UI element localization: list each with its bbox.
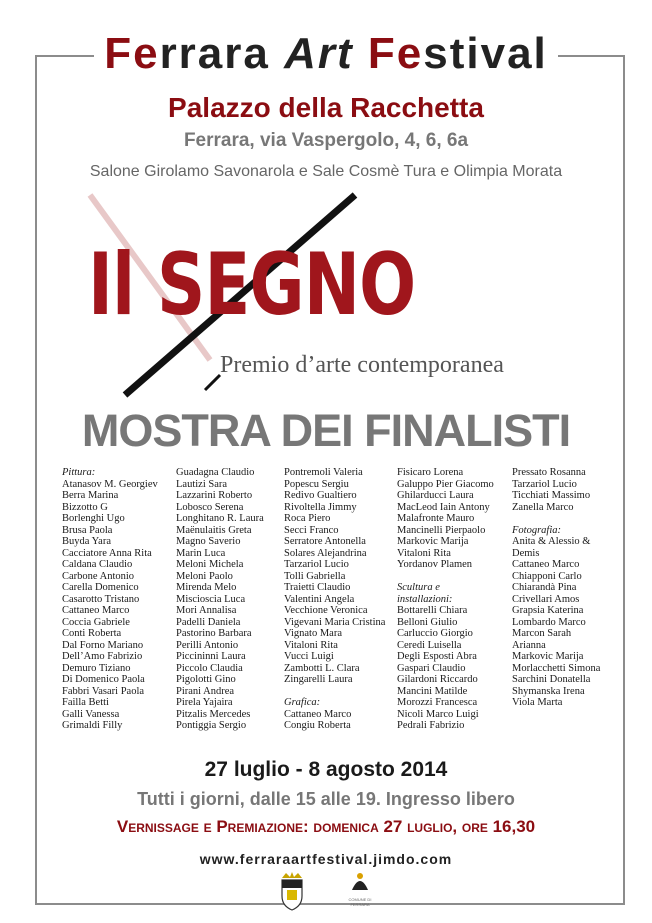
artist-name: Fabbri Vasari Paola [62, 685, 145, 697]
artist-name: Carbone Antonio [62, 570, 135, 582]
artist-column-5 [512, 467, 600, 709]
artist-name: Piccininni Laura [176, 651, 246, 662]
artist-name: Nicoli Marco Luigi [397, 708, 479, 720]
artist-name: Lazzarini Roberto [176, 490, 253, 501]
list-spacer [512, 513, 600, 525]
opening-hours: Tutti i giorni, dalle 15 alle 19. Ingresso libero [137, 789, 515, 809]
artist-name: Mancinelli Pierpaolo [397, 524, 486, 536]
artist-column-2 [176, 467, 264, 732]
artist-name: Chiapponi Carlo [512, 570, 582, 582]
artist-name: Coccia Gabriele [62, 616, 130, 628]
artist-name: Vignato Mara [284, 628, 342, 639]
artist-name: Mori Annalisa [176, 605, 237, 616]
artist-name: Zambotti L. Clara [284, 662, 360, 674]
artist-name: Yordanov Plamen [397, 559, 473, 570]
artist-name: Cattaneo Marco [512, 559, 580, 570]
city-crest-icon [278, 872, 306, 912]
artist-name: Vecchione Veronica [284, 605, 368, 616]
artist-name: Ticchiati Massimo [512, 490, 591, 501]
artist-name: Maёnulaitis Greta [176, 524, 252, 536]
artist-name: Gaspari Claudio [397, 662, 466, 674]
artist-name: Viola Marta [512, 697, 563, 708]
artist-name: Padelli Daniela [176, 616, 241, 628]
artist-column-1 [62, 467, 158, 732]
artist-name: Miscioscia Luca [176, 593, 246, 605]
artist-name: Cacciatore Anna Rita [62, 547, 152, 559]
artist-name: Sarchini Donatella [512, 674, 591, 685]
title-rrara: rrara [159, 29, 270, 78]
artist-name: Crivellari Amos [512, 593, 580, 605]
award-subtitle: Premio d’arte contemporanea [220, 352, 504, 378]
artist-name: Vitaloni Rita [284, 639, 338, 651]
artist-name: Magno Saverio [176, 536, 241, 547]
title-fe-2: Fe [367, 29, 424, 78]
artist-column-3 [284, 467, 385, 732]
artist-name: Pontiggia Sergio [176, 720, 247, 731]
artist-name: Popescu Sergiu [284, 478, 349, 490]
artist-column-4 [397, 467, 494, 732]
artist-name: Guadagna Claudio [176, 467, 255, 478]
website-link[interactable]: www.ferraraartfestival.jimdo.com [199, 851, 453, 867]
artist-name: Anita & Alessio & [512, 536, 591, 547]
artist-name: Rivoltella Jimmy [284, 501, 357, 513]
artist-name: Markovic Marija [512, 651, 584, 662]
artist-name: Congiu Roberta [284, 720, 351, 731]
title-art: Art [284, 29, 354, 78]
artist-name: Carella Domenico [62, 582, 139, 593]
vernissage-when: domenica 27 luglio, ore 16,30 [313, 817, 536, 836]
comune-label: COMUNE DI FERRARA [348, 897, 372, 907]
artist-name: Chiarandà Pina [512, 582, 577, 593]
category-heading: installazioni: [397, 593, 453, 605]
artist-name: Galli Vanessa [62, 708, 120, 720]
category-heading: Pittura: [62, 467, 96, 478]
exhibition-dates: 27 luglio - 8 agosto 2014 [204, 758, 448, 781]
artist-name: Brusa Paola [62, 524, 113, 536]
artist-name: Bizzotto G [62, 501, 108, 513]
artist-name: Longhitano R. Laura [176, 513, 264, 524]
artist-name: Pressato Rosanna [512, 467, 586, 478]
exhibition-title: MOSTRA DEI FINALISTI [81, 405, 571, 456]
comune-emblem-icon [349, 870, 371, 892]
artist-name: Zingarelli Laura [284, 674, 353, 685]
artist-name: Valentini Angela [284, 593, 355, 605]
artist-name: Cattaneo Marco [284, 708, 352, 720]
artist-name: Vigevani Maria Cristina [284, 616, 386, 628]
artist-name: Degli Esposti Abra [397, 651, 477, 662]
artist-name: Borlenghi Ugo [62, 513, 125, 524]
artist-name: Conti Roberta [62, 628, 122, 639]
list-spacer [284, 686, 385, 698]
artist-name: Mancini Matilde [397, 685, 468, 697]
artist-name: Meloni Michela [176, 559, 244, 570]
artist-name: Traietti Claudio [284, 582, 351, 593]
artist-name: Demis [512, 547, 540, 559]
artist-name: Lautizi Sara [176, 478, 228, 490]
venue-name: Palazzo della Racchetta [168, 92, 484, 123]
venue-rooms: Salone Girolamo Savonarola e Sale Cosmè Tura e Olimpia Morata [89, 163, 563, 180]
artist-name: Casarotto Tristano [62, 593, 140, 605]
category-heading: Grafica: [284, 697, 321, 708]
category-heading: Fotografia: [512, 524, 561, 536]
artist-name: Secci Franco [284, 524, 339, 536]
artist-name: Pedrali Fabrizio [397, 720, 465, 731]
title-fe-1: Fe [104, 29, 160, 78]
artist-name: Ghilarducci Laura [397, 490, 474, 501]
artist-name: MacLeod Iain Antony [397, 501, 490, 513]
artist-name: Malafronte Mauro [397, 513, 475, 524]
artist-name: Pirela Yajaira [176, 697, 233, 708]
vernissage-line [0, 817, 652, 837]
artist-name: Dal Forno Mariano [62, 639, 144, 651]
artist-name: Vucci Luigi [284, 651, 334, 662]
artist-name: Morlacchetti Simona [512, 662, 601, 674]
artist-name: Redivo Gualtiero [284, 490, 357, 501]
artist-name: Solares Alejandrina [284, 547, 367, 559]
artist-name: Roca Piero [284, 513, 331, 524]
artist-name: Belloni Giulio [397, 616, 458, 628]
title-stival: stival [423, 29, 548, 78]
artist-name: Vitaloni Rita [397, 547, 451, 559]
artist-name: Pastorino Barbara [176, 628, 252, 639]
artist-name: Tolli Gabriella [284, 570, 346, 582]
artist-name: Cattaneo Marco [62, 605, 130, 616]
artist-name: Shymanska Irena [512, 685, 585, 697]
festival-title [0, 28, 652, 80]
artist-name: Gilardoni Riccardo [397, 674, 478, 685]
artist-name: Grimaldi Filly [62, 720, 123, 731]
artist-name: Galuppo Pier Giacomo [397, 478, 494, 490]
artist-name: Fisicaro Lorena [397, 467, 464, 478]
segno-logo-text: Il SEGNO [88, 235, 416, 335]
artist-name: Marcon Sarah [512, 628, 572, 639]
artist-name: Caldana Claudio [62, 559, 133, 570]
artist-name: Pitzalis Mercedes [176, 708, 251, 720]
artist-name: Dell’Amo Fabrizio [62, 651, 143, 662]
artist-name: Lobosco Serena [176, 501, 244, 513]
artist-name: Ceredi Luisella [397, 639, 462, 651]
artist-name: Marin Luca [176, 547, 226, 559]
category-heading: Scultura e [397, 582, 440, 593]
artist-name: Buyda Yara [62, 536, 111, 547]
artist-name: Pirani Andrea [176, 685, 235, 697]
artist-name: Demuro Tiziano [62, 662, 131, 674]
artist-name: Lombardo Marco [512, 616, 586, 628]
artist-name: Tarzariol Lucio [284, 559, 349, 570]
artist-name: Bottarelli Chiara [397, 605, 468, 616]
artist-name: Pontremoli Valeria [284, 467, 363, 478]
artist-name: Tarzariol Lucio [512, 478, 577, 490]
artist-name: Di Domenico Paola [62, 674, 145, 685]
artist-name: Pigolotti Gino [176, 674, 236, 685]
artist-name: Grapsia Katerina [512, 605, 584, 616]
artist-name: Failla Betti [62, 697, 109, 708]
comune-logo [340, 870, 380, 907]
artist-name: Arianna [512, 639, 546, 651]
artist-name: Meloni Paolo [176, 570, 233, 582]
artist-name: Morozzi Francesca [397, 697, 478, 708]
artist-name: Markovic Marija [397, 536, 469, 547]
artist-name: Serratore Antonella [284, 536, 366, 547]
artist-name: Carluccio Giorgio [397, 628, 473, 639]
vernissage-label: Vernissage e Premiazione: [116, 817, 309, 836]
artist-name: Atanasov M. Georgiev [62, 478, 158, 490]
artist-name: Zanella Marco [512, 501, 574, 513]
artist-name: Mirenda Melo [176, 582, 237, 593]
list-spacer [397, 571, 494, 583]
artist-name: Perilli Antonio [176, 639, 239, 651]
artist-name: Piccolo Claudia [176, 662, 243, 674]
venue-address: Ferrara, via Vaspergolo, 4, 6, 6a [183, 130, 469, 151]
artist-name: Berra Marina [62, 490, 119, 501]
